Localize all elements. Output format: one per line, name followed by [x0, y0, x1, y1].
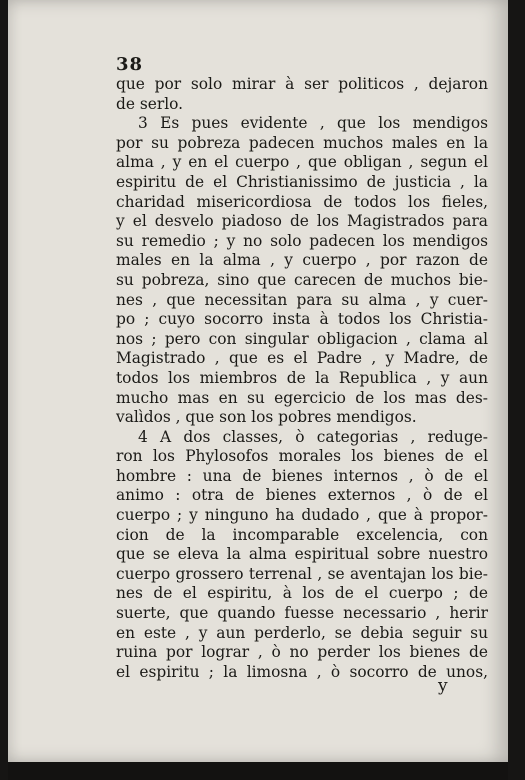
- text-line: nos ; pero con singular obligacion , clama al: [116, 329, 488, 348]
- text-line: 4 A dos classes, ò categorias , reduge-: [138, 427, 488, 446]
- text-line: que se eleva la alma espiritual sobre nuestro: [116, 545, 488, 564]
- text-line: todos los miembros de la Republica , y aun: [116, 368, 488, 387]
- text-line: hombre : una de bienes internos , ò de el: [116, 466, 488, 485]
- body-text: [116, 75, 488, 682]
- text-line: nes de el espiritu, à los de el cuerpo ; de: [116, 584, 488, 603]
- text-line: y el desvelo piadoso de los Magistrados para: [116, 212, 488, 231]
- catchword: y: [438, 676, 448, 696]
- text-line: nes , que necessitan para su alma , y cuer-: [116, 290, 488, 309]
- text-line: Magistrado , que es el Padre , y Madre, de: [116, 349, 488, 368]
- text-line: el espiritu ; la limosna , ò socorro de unos,: [116, 662, 488, 681]
- text-line: 3 Es pues evidente , que los mendigos: [138, 114, 488, 133]
- text-line: valìdos , que son los pobres mendigos.: [116, 408, 417, 427]
- text-line: alma , y en el cuerpo , que obligan , segun el: [116, 153, 488, 172]
- text-line: charidad misericordiosa de todos los fieles,: [116, 192, 488, 211]
- text-line: cuerpo grossero terrenal , se aventajan los bie-: [116, 564, 488, 583]
- text-line: ruina por lograr , ò no perder los bienes de: [116, 643, 488, 662]
- text-line: mucho mas en su egercicio de los mas des-: [116, 388, 488, 407]
- text-line: de serlo.: [116, 94, 184, 113]
- book-page: [8, 0, 508, 762]
- text-line: en este , y aun perderlo, se debia seguir su: [116, 623, 488, 642]
- text-line: espiritu de el Christianissimo de justicia , la: [116, 172, 488, 191]
- text-line: cion de la incomparable excelencia, con: [116, 525, 488, 544]
- text-line: suerte, que quando fuesse necessario , herir: [116, 604, 488, 623]
- page-number: 38: [116, 54, 144, 75]
- scan-background: [8, 762, 508, 780]
- text-line: po ; cuyo socorro insta à todos los Christia-: [116, 310, 488, 329]
- text-line: animo : otra de bienes externos , ò de el: [116, 486, 488, 505]
- text-line: que por solo mirar à ser politicos , dejaron: [116, 75, 488, 93]
- text-line: cuerpo ; y ninguno ha dudado , que à propor-: [116, 506, 488, 525]
- text-line: su pobreza, sino que carecen de muchos bie-: [116, 270, 488, 289]
- text-line: males en la alma , y cuerpo , por razon de: [116, 251, 488, 270]
- text-line: su remedio ; y no solo padecen los mendigos: [116, 231, 488, 250]
- text-line: por su pobreza padecen muchos males en la: [116, 133, 488, 152]
- text-line: ron los Phylosofos morales los bienes de el: [116, 447, 488, 466]
